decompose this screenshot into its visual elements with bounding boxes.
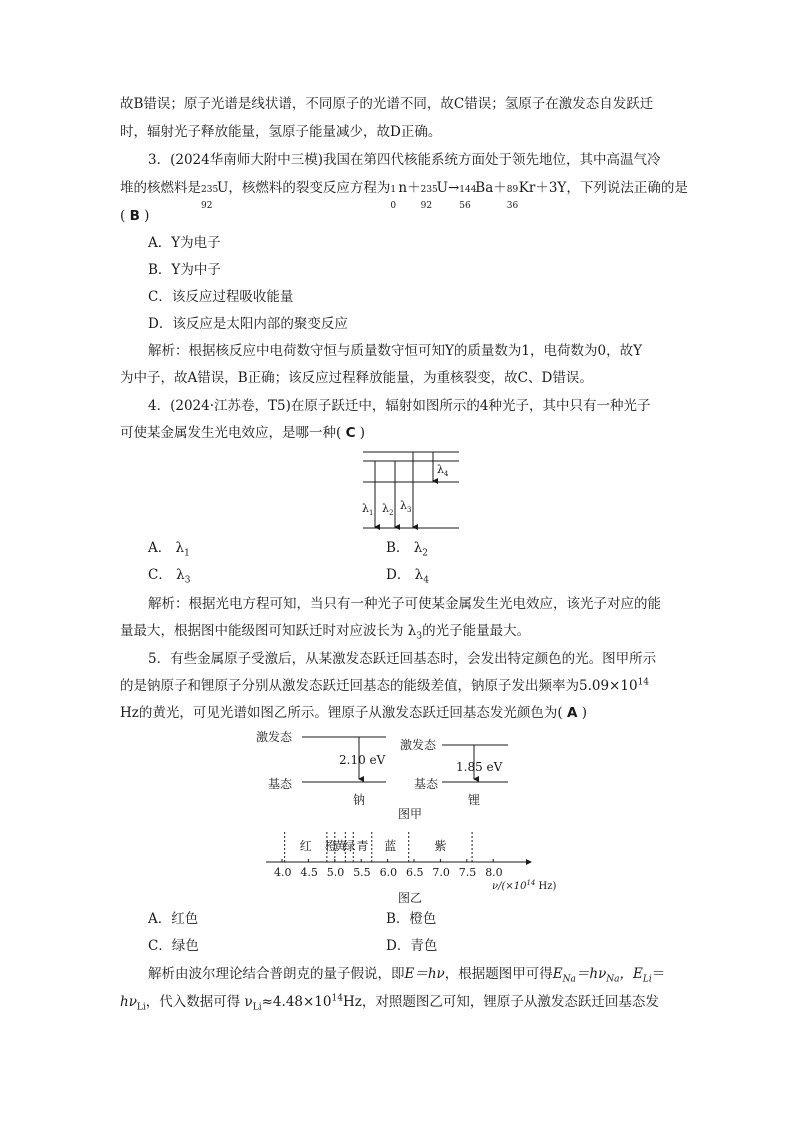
li-energy-label: 1.85 eV (456, 760, 503, 774)
answer-mark: A (566, 705, 578, 721)
tick-label: 5.5 (353, 866, 371, 879)
axis-label: $\nu/(\times 10^{14}$ Hz) (492, 879, 557, 892)
color-band-label: 青 (356, 839, 369, 853)
tick-label: 7.0 (432, 866, 450, 879)
color-band-label: 橙 (324, 839, 337, 853)
figure-caption: 图甲 (398, 807, 423, 820)
question-3-stem-line2: 堆的核燃料是 235 92 U，核燃料的裂变反应方程为 1 0 n＋ 235 92 U→ 144 56 Ba＋ 89 36 Kr＋3Y，下列说法正确的是 (120, 180, 688, 211)
option-b: B．橙色 (386, 911, 437, 927)
color-band-label: 黄 (334, 839, 347, 853)
option-d: D．青色 (386, 938, 438, 954)
question-3-stem: 3．(2024华南师大附中三模)我国在第四代核能系统方面处于领先地位，其中高温气冷 (148, 152, 661, 168)
li-label: 锂 (468, 793, 481, 807)
question-5-stem: 5．有些金属原子受激后，从某激发态跃迁回基态时，会发出特定颜色的光。图甲所示 (148, 651, 657, 667)
answer-mark: C (345, 425, 356, 441)
na-label: 钠 (353, 793, 366, 807)
figure-jia (250, 724, 530, 820)
option-b: B．Y为中子 (148, 262, 221, 278)
option-d: D．该反应是太阳内部的聚变反应 (148, 316, 348, 332)
figure-yi (258, 828, 568, 904)
answer-mark: B (129, 208, 140, 224)
na-excited-label: 激发态 (256, 730, 293, 744)
option-d: D． $\lambda_4$ (386, 567, 429, 586)
color-band-label: 红 (299, 839, 312, 853)
color-band-label: 绿 (343, 839, 356, 853)
li-ground-label: 基态 (414, 777, 439, 791)
tick-label: 5.0 (326, 866, 345, 879)
question-5-stem-line3: Hz的黄光，可见光谱如图乙所示。锂原子从激发态跃迁回基态发光颜色为( A ) (120, 705, 587, 721)
tick-label: 7.5 (458, 866, 477, 879)
explanation-line2: 量最大，根据图中能级图可知跃迁时对应波长为 $\lambda_3$的光子能量最大。 (120, 623, 531, 642)
axis-arrow (526, 859, 532, 865)
question-5-stem-line2: 的是钠原子和锂原子分别从激发态跃迁回基态的能级差值，钠原子发出频率为$5.09\times 10^{14}$ (120, 677, 650, 694)
question-4-stem: 4．(2024·江苏卷，T5)在原子跃迁中，辐射如图所示的4种光子，其中只有一种光子 (148, 398, 651, 414)
color-band-label: 紫 (434, 839, 447, 853)
tick-label: 6.0 (379, 866, 398, 879)
tick-label: 4.0 (274, 866, 292, 879)
lambda-label-3: $\lambda_3$ (400, 499, 412, 514)
explanation: 解析：根据核反应中电荷数守恒与质量数守恒可知Y的质量数为1，电荷数为0，故Y (148, 343, 643, 359)
explanation: 解析由波尔理论结合普朗克的量子假说，即E＝hν，根据题图甲可得$E_{Na}=h\nu_{Na}$，$E_{Li}=$ (148, 966, 666, 985)
text-line: 故B错误；原子光谱是线状谱，不同原子的光谱不同，故C错误；氢原子在激发态自发跃迁 (120, 96, 654, 112)
tick-label: 4.5 (300, 866, 318, 879)
lambda-label-1: $\lambda_1$ (362, 502, 374, 517)
color-band-label: 蓝 (384, 839, 397, 853)
lambda-label-2: $\lambda_2$ (382, 502, 394, 517)
li-excited-label: 激发态 (400, 738, 437, 752)
tick-label: 6.5 (406, 866, 424, 879)
text-line: 时，辐射光子释放能量，氢原子能量减少，故D正确。 (120, 124, 442, 140)
option-a: A．红色 (148, 911, 199, 927)
explanation-line2: 为中子，故A错误，B正确；该反应过程释放能量，为重核裂变，故C、D错误。 (120, 370, 593, 386)
option-b: B． $\lambda_2$ (386, 540, 429, 559)
option-c: C．绿色 (148, 938, 199, 954)
question-3-answer: ( B ) (120, 208, 150, 224)
na-energy-label: 2.10 eV (339, 753, 386, 767)
option-c: C．该反应过程吸收能量 (148, 289, 294, 305)
lambda-label-4: $\lambda_4$ (437, 463, 449, 478)
question-4-stem-line2: 可使某金属发生光电效应，是哪一种( C ) (120, 425, 366, 441)
energy-level-diagram (355, 446, 465, 532)
explanation-line2: $h\nu_{Li}$，代入数据可得 $\nu_{Li}\approx 4.48\times 10^{14}Hz$，对照题图乙可知，锂原子从激发态跃迁回基态发 (120, 993, 659, 1013)
option-c: C． $\lambda_3$ (148, 567, 191, 586)
tick-label: 8.0 (485, 866, 503, 879)
explanation: 解析：根据光电方程可知，当只有一种光子可使某金属发生光电效应，该光子对应的能 (148, 596, 661, 612)
spectrum-bands (285, 832, 472, 862)
figure-caption: 图乙 (398, 891, 423, 904)
na-ground-label: 基态 (268, 777, 293, 791)
option-a: A．Y为电子 (148, 235, 221, 251)
option-a: A． $\lambda_1$ (148, 540, 190, 559)
